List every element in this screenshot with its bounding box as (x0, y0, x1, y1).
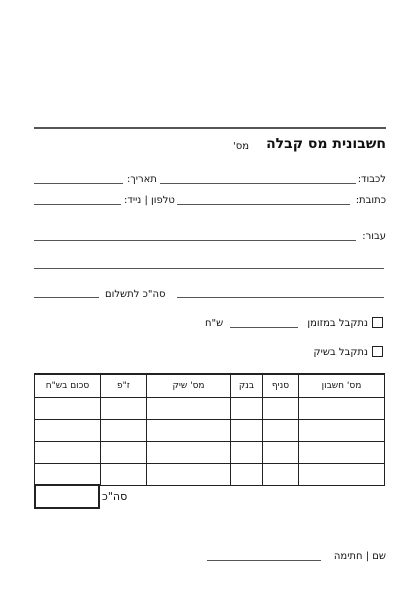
for-field-line-2[interactable] (34, 268, 384, 269)
total-to-pay-line[interactable] (177, 297, 384, 298)
cash-checkbox[interactable] (372, 317, 383, 328)
total-label: סה"כ (102, 490, 128, 503)
table-cell[interactable] (35, 442, 101, 464)
table-cell[interactable] (147, 420, 231, 442)
for-field[interactable] (34, 240, 356, 241)
table-cell[interactable] (35, 398, 101, 420)
to-label: לכבוד: (357, 174, 386, 185)
address-label: כתובת: (355, 195, 386, 206)
total-to-pay-field[interactable] (34, 297, 99, 298)
table-cell[interactable] (263, 442, 299, 464)
column-header-bank: בנק (231, 374, 263, 398)
table-row (35, 464, 385, 486)
column-header-account-number: מס' חשבון (299, 374, 385, 398)
column-header-check-number: מס' שיק (147, 374, 231, 398)
for-label: עבור: (362, 231, 386, 242)
currency-label: ש"ח (205, 318, 224, 329)
signature-field[interactable] (207, 560, 321, 561)
table-cell[interactable] (263, 420, 299, 442)
header-divider (34, 127, 386, 129)
table-cell[interactable] (299, 464, 385, 486)
table-cell[interactable] (299, 442, 385, 464)
check-checkbox[interactable] (372, 346, 383, 357)
date-label: תאריך: (127, 174, 157, 185)
column-header-branch: סניף (263, 374, 299, 398)
table-row (35, 420, 385, 442)
table-cell[interactable] (299, 420, 385, 442)
date-field[interactable] (34, 183, 123, 184)
table-cell[interactable] (101, 464, 147, 486)
payment-table (34, 373, 385, 486)
phone-field[interactable] (34, 204, 121, 205)
check-label: נתקבל בשיק (313, 347, 368, 358)
phone-label: טלפון | נייד: (124, 195, 175, 206)
column-header-due-date: ז"פ (101, 374, 147, 398)
address-field[interactable] (177, 204, 350, 205)
cash-label: נתקבל במזומן (307, 318, 368, 329)
cash-amount-field[interactable] (230, 327, 298, 328)
table-cell[interactable] (101, 442, 147, 464)
total-amount-box[interactable] (34, 484, 100, 509)
column-header-amount: סכום בש"ח (35, 374, 101, 398)
to-field[interactable] (160, 183, 356, 184)
table-cell[interactable] (147, 442, 231, 464)
table-cell[interactable] (299, 398, 385, 420)
table-cell[interactable] (263, 464, 299, 486)
table-cell[interactable] (263, 398, 299, 420)
table-cell[interactable] (147, 464, 231, 486)
number-label: מס' (233, 141, 250, 152)
table-cell[interactable] (101, 398, 147, 420)
table-cell[interactable] (35, 420, 101, 442)
table-cell[interactable] (147, 398, 231, 420)
table-cell[interactable] (35, 464, 101, 486)
form-title: חשבונית מס קבלה (266, 136, 386, 152)
table-cell[interactable] (101, 420, 147, 442)
signature-label: שם | חתימה (333, 551, 386, 562)
total-to-pay-label: סה"כ לתשלום (105, 289, 166, 300)
table-row (35, 442, 385, 464)
table-row (35, 398, 385, 420)
table-cell[interactable] (231, 420, 263, 442)
table-cell[interactable] (231, 464, 263, 486)
table-cell[interactable] (231, 398, 263, 420)
table-header-row (35, 374, 385, 398)
table-cell[interactable] (231, 442, 263, 464)
